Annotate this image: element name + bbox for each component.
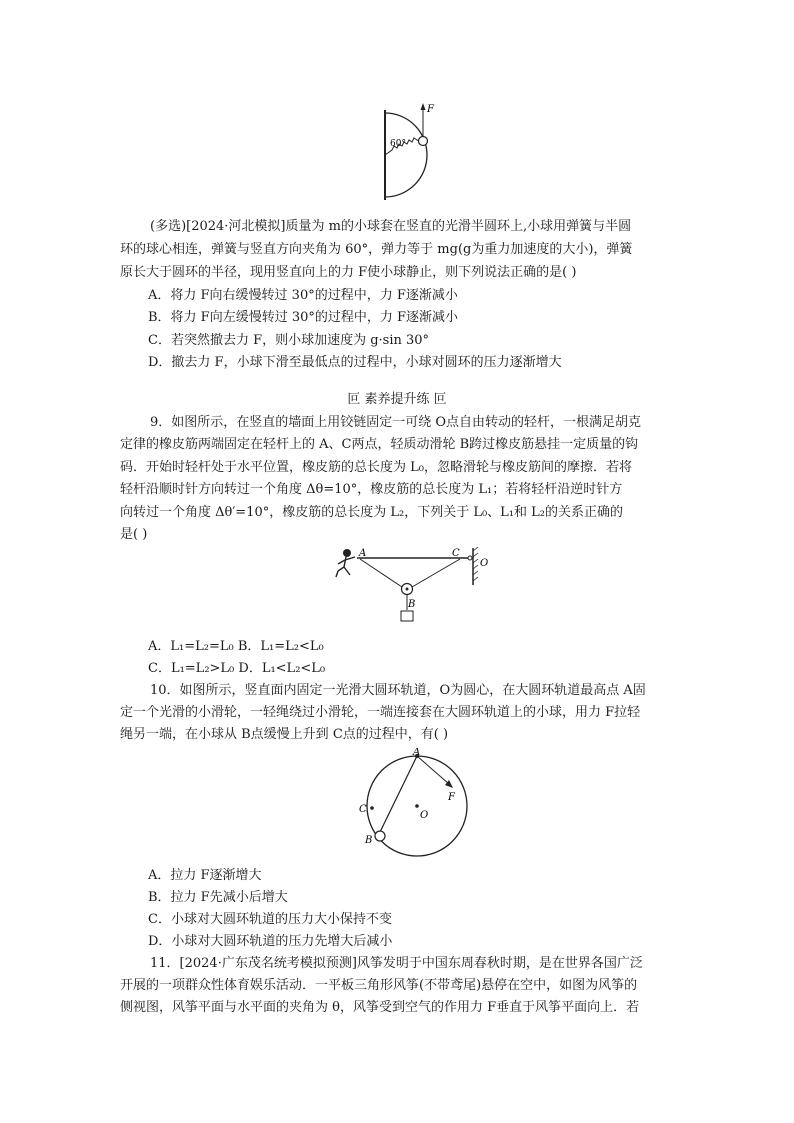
q9-options-row-1[interactable]: A．L₁=L₂=L₀ B．L₁=L₂<L₀ [148, 639, 324, 654]
q10-label-c: C [359, 804, 367, 815]
q10-stem-line-3: 绳另一端，在小球从 B点缓慢上升到 C点的过程中，有( ) [120, 727, 449, 742]
q9-stem-line-4: 轻杆沿顺时针方向转过一个角度 Δθ=10°，橡皮筋的总长度为 L₁；若将轻杆沿逆时针方 [120, 482, 623, 497]
q11-stem-line-3: 侧视图，风筝平面与水平面的夹角为 θ，风筝受到空气的作用力 F垂直于风筝平面向上．若 [120, 1000, 640, 1015]
q10-option-a[interactable]: A．拉力 F逐渐增大 [148, 868, 262, 883]
q10-label-f: F [448, 792, 455, 803]
q8-option-b[interactable]: B．将力 F向左缓慢转过 30°的过程中，力 F逐渐减小 [148, 310, 459, 325]
q9-stem-line-1: 9．如图所示，在竖直的墙面上用铰链固定一可绕 O点自由转动的轻杆，一根满足胡克 [150, 415, 642, 430]
q9-hinge [468, 556, 472, 560]
q10-figure [352, 748, 472, 863]
q8-stem-line-2: 环的球心相连，弹簧与竖直方向夹角为 60°，弹力等于 mg(g为重力加速度的大小)，弹簧 [120, 242, 633, 257]
q8-ball [419, 137, 428, 146]
q9-band-left [360, 559, 402, 587]
q10-label-a: A [413, 748, 421, 758]
q9-label-a: A [359, 548, 367, 559]
q10-center-o [415, 804, 419, 808]
q10-option-d[interactable]: D．小球对大圆环轨道的压力先增大后减小 [148, 934, 393, 949]
q8-force-label: F [427, 104, 434, 115]
person-icon [336, 549, 355, 577]
q10-rope-to-f [417, 756, 449, 784]
q10-label-o: O [420, 810, 429, 821]
q8-option-c[interactable]: C．若突然撤去力 F，则小球加速度为 g·sin 30° [148, 333, 430, 348]
q9-stem-line-5: 向转过一个角度 Δθ′=10°，橡皮筋的总长度为 L₂，下列关于 L₀、L₁和 L₂的关系正确的 [120, 505, 624, 520]
q10-point-c [370, 806, 374, 810]
q8-option-d[interactable]: D．撤去力 F，小球下滑至最低点的过程中，小球对圆环的压力逐渐增大 [148, 355, 562, 370]
q9-hook-weight [401, 611, 413, 621]
q9-band-right [412, 559, 460, 587]
q10-stem-line-2: 定一个光滑的小滑轮，一轻绳绕过小滑轮，一端连接套在大圆环轨道上的小球，用力 F拉轻 [120, 705, 641, 720]
q10-option-b[interactable]: B．拉力 F先减小后增大 [148, 890, 288, 905]
q10-option-c[interactable]: C．小球对大圆环轨道的压力大小保持不变 [148, 912, 392, 927]
q9-pulley-axle [406, 588, 409, 591]
q9-label-o: O [480, 558, 489, 569]
q11-stem-line-2: 开展的一项群众性体育娱乐活动．一平板三角形风筝(不带鸢尾)悬停在空中，如图为风筝的 [120, 978, 638, 993]
q9-stem-line-3: 码．开始时轻杆处于水平位置，橡皮筋的总长度为 L₀，忽略滑轮与橡皮筋间的摩擦．若将 [120, 460, 632, 475]
q8-option-a[interactable]: A．将力 F向右缓慢转过 30°的过程中，力 F逐渐减小 [148, 288, 458, 303]
q9-stem-line-2: 定律的橡皮筋两端固定在轻杆上的 A、C两点，轻质动滑轮 B跨过橡皮筋悬挂一定质量的钩 [120, 437, 639, 452]
q8-stem-line-3: 原长大于圆环的半径，现用竖直向上的力 F使小球静止，则下列说法正确的是( ) [120, 265, 577, 280]
q9-stem-line-6: 是( ) [120, 527, 148, 542]
q8-figure [370, 100, 470, 205]
q10-ball-b [375, 831, 385, 841]
q10-label-b: B [365, 835, 373, 846]
section-title: 叵 素养提升练 叵 [347, 392, 447, 407]
q8-semicircle-ring [385, 113, 427, 197]
q9-options-row-2[interactable]: C．L₁=L₂>L₀ D．L₁<L₂<L₀ [148, 661, 326, 676]
q9-label-b: B [408, 599, 416, 610]
q10-stem-line-1: 10．如图所示，竖直面内固定一光滑大圆环轨道，O为圆心，在大圆环轨道最高点 A固 [150, 683, 646, 698]
q9-label-c: C [452, 548, 460, 559]
q8-stem-line-1: (多选)[2024·河北模拟]质量为 m的小球套在竖直的光滑半圆环上,小球用弹簧与半圆 [150, 219, 632, 234]
q11-stem-line-1: 11．[2024·广东茂名统考模拟预测]风筝发明于中国东周春秋时期，是在世界各国广泛 [150, 956, 643, 971]
q9-figure [330, 545, 495, 635]
q8-force-arrowhead [421, 103, 426, 110]
q8-angle-label: 60° [390, 139, 406, 149]
